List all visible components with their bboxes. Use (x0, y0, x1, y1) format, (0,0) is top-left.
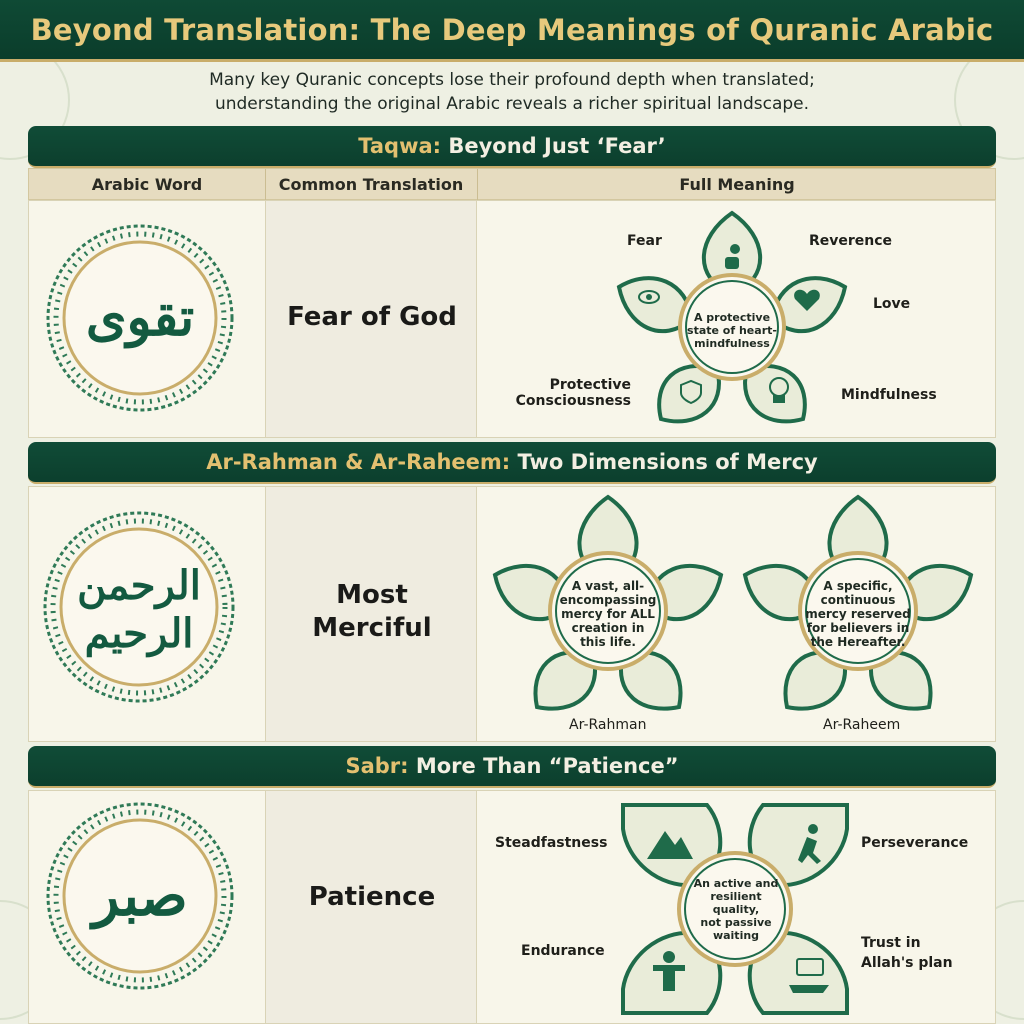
center-line: encompassing (559, 593, 657, 607)
subtitle-line: Many key Quranic concepts lose their profound depth when translated; (209, 70, 815, 90)
section-header-rahman (28, 442, 996, 484)
kneeling-person-icon (730, 244, 740, 254)
label-love: Love (873, 296, 911, 312)
arabic-word-cell (29, 201, 265, 437)
kneeling-person-icon (725, 257, 739, 269)
center-line: waiting (712, 929, 760, 942)
sabr-center-text (687, 877, 785, 942)
running-person-icon (808, 824, 818, 834)
label-protective-consciousness (507, 377, 631, 409)
raheem-center-text (799, 579, 917, 649)
center-line: for believers in (806, 621, 910, 635)
taqwa-center-text (682, 311, 782, 350)
center-line: the Hereafter. (810, 635, 906, 649)
book-hand-icon (789, 985, 829, 993)
rahman-arabic-text: الرحمن (77, 562, 201, 609)
section-subtitle: More Than “Patience” (408, 754, 679, 778)
section-header-sabr (28, 746, 996, 788)
subtitle (140, 68, 884, 116)
center-line: this life. (580, 635, 636, 649)
raheem-arabic-text: الرحيم (84, 610, 194, 657)
strong-person-icon (663, 951, 675, 963)
sabr-arabic-text: صبر (92, 863, 188, 929)
translation-line: Most (336, 580, 408, 610)
section-term: Sabr: (345, 754, 409, 778)
column-header-common-translation: Common Translation (278, 175, 464, 194)
sabr-row (28, 790, 996, 1024)
full-meaning-cell (477, 201, 997, 437)
common-translation-cell (265, 201, 477, 437)
full-meaning-cell (477, 791, 997, 1023)
column-header-full-meaning: Full Meaning (679, 175, 795, 194)
full-meaning-cell (477, 487, 997, 741)
section-subtitle: Beyond Just ‘Fear’ (441, 134, 666, 158)
center-line: creation in (571, 621, 645, 635)
center-line: mercy for ALL (561, 607, 655, 621)
section-term: Ar-Rahman & Ar-Raheem: (206, 450, 511, 474)
center-line: mindfulness (694, 337, 770, 350)
column-header-row (28, 168, 996, 200)
label-line: Consciousness (515, 393, 631, 409)
taqwa-arabic-text: تقوى (85, 287, 195, 348)
title-banner (0, 0, 1024, 62)
label-line: Allah's plan (861, 955, 953, 971)
common-translation-cell (265, 791, 477, 1023)
head-mind-icon (773, 395, 785, 403)
center-line: continuous (820, 593, 896, 607)
center-line: A protective (693, 311, 771, 324)
center-line: A vast, all- (571, 579, 645, 593)
arabic-word-cell (29, 791, 265, 1023)
center-line: state of heart- (687, 324, 777, 337)
section-term: Taqwa: (358, 134, 442, 158)
label-ar-raheem: Ar-Raheem (823, 717, 901, 733)
rahman-medallion (41, 509, 237, 705)
label-mindfulness: Mindfulness (841, 387, 937, 403)
center-line: resilient quality, (710, 890, 762, 916)
section-header-taqwa (28, 126, 996, 168)
label-trust (861, 933, 953, 973)
taqwa-translation: Fear of God (287, 302, 457, 332)
center-line: An active and (693, 877, 779, 890)
sabr-translation: Patience (308, 882, 436, 912)
label-line: Protective (549, 377, 631, 393)
label-line: Trust in (861, 935, 921, 951)
eye-icon (646, 294, 652, 300)
label-steadfastness: Steadfastness (495, 835, 608, 851)
column-header-arabic-word: Arabic Word (91, 175, 203, 194)
page-title: Beyond Translation: The Deep Meanings of Quranic Arabic (30, 12, 994, 47)
taqwa-row (28, 200, 996, 438)
sabr-medallion (45, 801, 235, 991)
label-endurance: Endurance (521, 943, 605, 959)
center-line: A specific, (823, 579, 893, 593)
rahman-center-text (553, 579, 663, 649)
taqwa-medallion (45, 223, 235, 413)
rahman-row (28, 486, 996, 742)
rahman-translation (266, 579, 478, 645)
section-subtitle: Two Dimensions of Mercy (510, 450, 818, 474)
center-line: mercy reserved (805, 607, 911, 621)
label-reverence: Reverence (809, 233, 893, 249)
center-line: not passive (700, 916, 772, 929)
arabic-word-cell (29, 487, 265, 741)
subtitle-line: understanding the original Arabic reveals a richer spiritual landscape. (214, 94, 810, 114)
label-ar-rahman: Ar-Rahman (569, 717, 647, 733)
common-translation-cell (265, 487, 477, 741)
label-fear: Fear (627, 233, 662, 249)
label-perseverance: Perseverance (861, 835, 969, 851)
translation-line: Merciful (312, 613, 432, 643)
